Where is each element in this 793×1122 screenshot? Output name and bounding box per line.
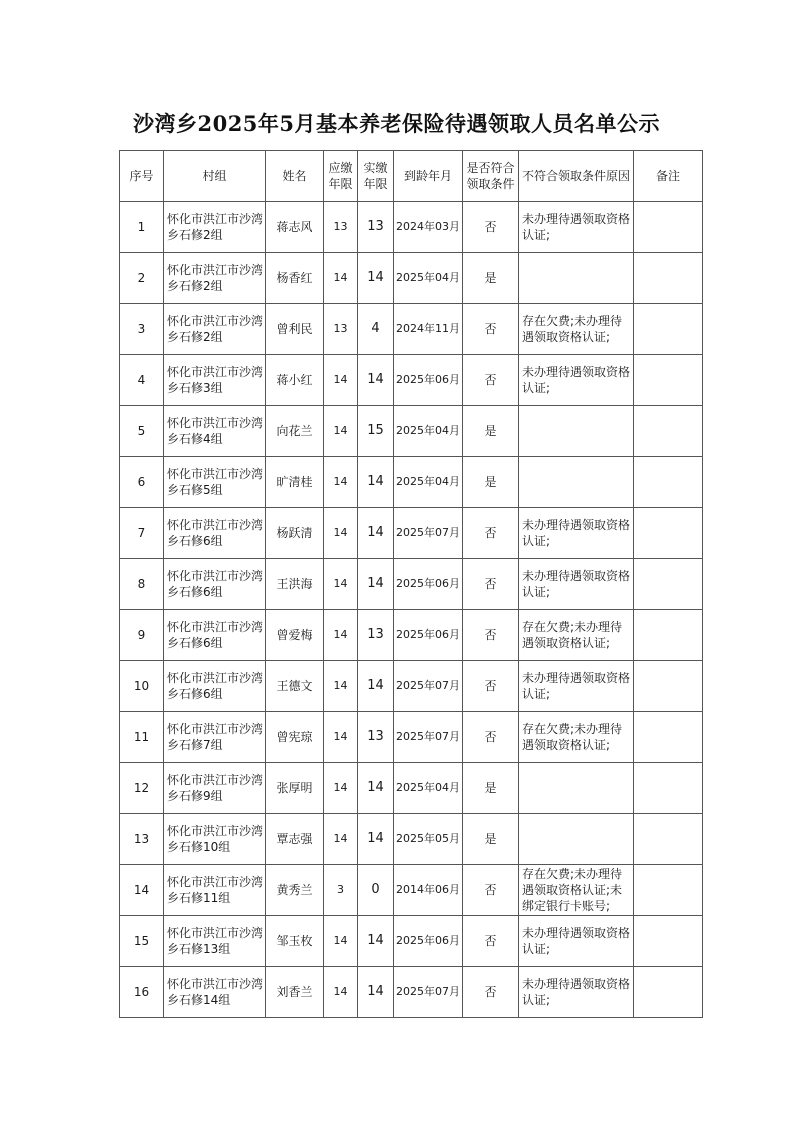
cell-reason <box>519 457 634 508</box>
cell-note <box>634 610 703 661</box>
cell-village: 怀化市洪江市沙湾乡石修7组 <box>164 712 266 763</box>
cell-age-month: 2024年11月 <box>394 304 463 355</box>
cell-due-years: 14 <box>324 406 358 457</box>
cell-village: 怀化市洪江市沙湾乡石修2组 <box>164 304 266 355</box>
cell-age-month: 2025年04月 <box>394 406 463 457</box>
cell-reason: 存在欠费;未办理待遇领取资格认证;未绑定银行卡账号; <box>519 865 634 916</box>
cell-actual-years: 13 <box>358 610 394 661</box>
cell-reason <box>519 406 634 457</box>
table-row <box>120 916 703 967</box>
cell-due-years: 14 <box>324 712 358 763</box>
cell-eligible: 否 <box>463 202 519 253</box>
cell-eligible: 否 <box>463 661 519 712</box>
cell-seq: 4 <box>120 355 164 406</box>
cell-village: 怀化市洪江市沙湾乡石修6组 <box>164 610 266 661</box>
cell-actual-years: 14 <box>358 253 394 304</box>
cell-due-years: 3 <box>324 865 358 916</box>
cell-village: 怀化市洪江市沙湾乡石修4组 <box>164 406 266 457</box>
cell-actual-years: 14 <box>358 661 394 712</box>
table-row <box>120 712 703 763</box>
header-note: 备注 <box>634 151 703 202</box>
cell-eligible: 是 <box>463 814 519 865</box>
header-name: 姓名 <box>266 151 324 202</box>
cell-seq: 11 <box>120 712 164 763</box>
cell-name: 王洪海 <box>266 559 324 610</box>
cell-note <box>634 661 703 712</box>
page-title: 沙湾乡2025年5月基本养老保险待遇领取人员名单公示 <box>132 111 661 136</box>
cell-name: 旷清桂 <box>266 457 324 508</box>
table-row <box>120 967 703 1018</box>
header-due-years: 应缴 年限 <box>324 151 358 202</box>
cell-eligible: 否 <box>463 712 519 763</box>
cell-actual-years: 14 <box>358 967 394 1018</box>
table-header-row <box>120 151 703 202</box>
table-row <box>120 865 703 916</box>
cell-name: 张厚明 <box>266 763 324 814</box>
cell-eligible: 是 <box>463 406 519 457</box>
cell-eligible: 是 <box>463 253 519 304</box>
cell-eligible: 是 <box>463 763 519 814</box>
cell-age-month: 2024年03月 <box>394 202 463 253</box>
pension-list-table <box>119 150 703 1018</box>
cell-seq: 12 <box>120 763 164 814</box>
cell-reason: 存在欠费;未办理待遇领取资格认证; <box>519 610 634 661</box>
cell-village: 怀化市洪江市沙湾乡石修13组 <box>164 916 266 967</box>
cell-eligible: 是 <box>463 457 519 508</box>
cell-note <box>634 967 703 1018</box>
cell-actual-years: 0 <box>358 865 394 916</box>
cell-note <box>634 355 703 406</box>
cell-name: 黄秀兰 <box>266 865 324 916</box>
cell-age-month: 2025年06月 <box>394 355 463 406</box>
cell-age-month: 2025年06月 <box>394 559 463 610</box>
cell-name: 蒋小红 <box>266 355 324 406</box>
cell-eligible: 否 <box>463 610 519 661</box>
cell-seq: 7 <box>120 508 164 559</box>
cell-seq: 5 <box>120 406 164 457</box>
cell-age-month: 2025年06月 <box>394 610 463 661</box>
table-row <box>120 559 703 610</box>
cell-eligible: 否 <box>463 865 519 916</box>
header-eligible: 是否符合 领取条件 <box>463 151 519 202</box>
cell-eligible: 否 <box>463 916 519 967</box>
cell-actual-years: 14 <box>358 355 394 406</box>
cell-eligible: 否 <box>463 967 519 1018</box>
cell-village: 怀化市洪江市沙湾乡石修2组 <box>164 202 266 253</box>
cell-actual-years: 14 <box>358 916 394 967</box>
cell-name: 王德文 <box>266 661 324 712</box>
cell-village: 怀化市洪江市沙湾乡石修11组 <box>164 865 266 916</box>
cell-name: 曾利民 <box>266 304 324 355</box>
cell-reason <box>519 814 634 865</box>
cell-age-month: 2025年07月 <box>394 508 463 559</box>
cell-note <box>634 814 703 865</box>
cell-age-month: 2025年04月 <box>394 763 463 814</box>
cell-note <box>634 202 703 253</box>
table-row <box>120 253 703 304</box>
cell-age-month: 2025年06月 <box>394 916 463 967</box>
table-row <box>120 814 703 865</box>
header-actual-years: 实缴 年限 <box>358 151 394 202</box>
cell-due-years: 14 <box>324 814 358 865</box>
cell-due-years: 14 <box>324 253 358 304</box>
table-row <box>120 661 703 712</box>
cell-seq: 15 <box>120 916 164 967</box>
cell-age-month: 2025年05月 <box>394 814 463 865</box>
cell-actual-years: 14 <box>358 457 394 508</box>
cell-village: 怀化市洪江市沙湾乡石修6组 <box>164 559 266 610</box>
cell-reason: 未办理待遇领取资格认证; <box>519 661 634 712</box>
cell-note <box>634 559 703 610</box>
cell-village: 怀化市洪江市沙湾乡石修5组 <box>164 457 266 508</box>
cell-note <box>634 763 703 814</box>
cell-seq: 13 <box>120 814 164 865</box>
cell-due-years: 14 <box>324 610 358 661</box>
header-seq: 序号 <box>120 151 164 202</box>
cell-name: 杨香红 <box>266 253 324 304</box>
cell-due-years: 14 <box>324 559 358 610</box>
cell-actual-years: 14 <box>358 763 394 814</box>
cell-seq: 10 <box>120 661 164 712</box>
cell-note <box>634 304 703 355</box>
cell-note <box>634 457 703 508</box>
cell-actual-years: 13 <box>358 202 394 253</box>
cell-reason: 存在欠费;未办理待遇领取资格认证; <box>519 712 634 763</box>
cell-due-years: 14 <box>324 916 358 967</box>
table-row <box>120 457 703 508</box>
cell-seq: 1 <box>120 202 164 253</box>
cell-seq: 16 <box>120 967 164 1018</box>
cell-village: 怀化市洪江市沙湾乡石修6组 <box>164 661 266 712</box>
cell-name: 曾爱梅 <box>266 610 324 661</box>
cell-note <box>634 406 703 457</box>
cell-age-month: 2025年07月 <box>394 967 463 1018</box>
table-row <box>120 355 703 406</box>
cell-village: 怀化市洪江市沙湾乡石修9组 <box>164 763 266 814</box>
cell-name: 杨跃清 <box>266 508 324 559</box>
cell-note <box>634 508 703 559</box>
cell-reason: 未办理待遇领取资格认证; <box>519 202 634 253</box>
table-row <box>120 406 703 457</box>
cell-note <box>634 712 703 763</box>
table-row <box>120 508 703 559</box>
table-row <box>120 304 703 355</box>
cell-name: 邹玉枚 <box>266 916 324 967</box>
cell-village: 怀化市洪江市沙湾乡石修6组 <box>164 508 266 559</box>
cell-seq: 9 <box>120 610 164 661</box>
cell-name: 蒋志风 <box>266 202 324 253</box>
cell-reason: 存在欠费;未办理待遇领取资格认证; <box>519 304 634 355</box>
cell-age-month: 2025年07月 <box>394 712 463 763</box>
cell-reason: 未办理待遇领取资格认证; <box>519 916 634 967</box>
cell-actual-years: 13 <box>358 712 394 763</box>
cell-reason <box>519 763 634 814</box>
cell-due-years: 14 <box>324 967 358 1018</box>
cell-village: 怀化市洪江市沙湾乡石修14组 <box>164 967 266 1018</box>
cell-note <box>634 916 703 967</box>
cell-village: 怀化市洪江市沙湾乡石修3组 <box>164 355 266 406</box>
cell-seq: 14 <box>120 865 164 916</box>
cell-reason: 未办理待遇领取资格认证; <box>519 967 634 1018</box>
cell-actual-years: 15 <box>358 406 394 457</box>
cell-seq: 2 <box>120 253 164 304</box>
cell-age-month: 2025年04月 <box>394 253 463 304</box>
cell-actual-years: 14 <box>358 814 394 865</box>
cell-eligible: 否 <box>463 355 519 406</box>
table-row <box>120 202 703 253</box>
cell-actual-years: 14 <box>358 559 394 610</box>
cell-eligible: 否 <box>463 559 519 610</box>
cell-due-years: 14 <box>324 763 358 814</box>
cell-actual-years: 4 <box>358 304 394 355</box>
cell-reason: 未办理待遇领取资格认证; <box>519 508 634 559</box>
cell-name: 曾宪琼 <box>266 712 324 763</box>
cell-reason: 未办理待遇领取资格认证; <box>519 355 634 406</box>
cell-due-years: 14 <box>324 508 358 559</box>
cell-due-years: 13 <box>324 304 358 355</box>
cell-eligible: 否 <box>463 304 519 355</box>
cell-reason: 未办理待遇领取资格认证; <box>519 559 634 610</box>
cell-name: 向花兰 <box>266 406 324 457</box>
cell-actual-years: 14 <box>358 508 394 559</box>
cell-due-years: 13 <box>324 202 358 253</box>
table-row <box>120 610 703 661</box>
cell-age-month: 2025年07月 <box>394 661 463 712</box>
header-reason: 不符合领取条件原因 <box>519 151 634 202</box>
cell-due-years: 14 <box>324 457 358 508</box>
cell-age-month: 2014年06月 <box>394 865 463 916</box>
cell-note <box>634 865 703 916</box>
cell-seq: 8 <box>120 559 164 610</box>
cell-eligible: 否 <box>463 508 519 559</box>
cell-due-years: 14 <box>324 355 358 406</box>
cell-age-month: 2025年04月 <box>394 457 463 508</box>
header-village: 村组 <box>164 151 266 202</box>
table-row <box>120 763 703 814</box>
cell-name: 刘香兰 <box>266 967 324 1018</box>
cell-reason <box>519 253 634 304</box>
cell-name: 覃志强 <box>266 814 324 865</box>
cell-due-years: 14 <box>324 661 358 712</box>
cell-village: 怀化市洪江市沙湾乡石修2组 <box>164 253 266 304</box>
cell-seq: 6 <box>120 457 164 508</box>
cell-note <box>634 253 703 304</box>
cell-seq: 3 <box>120 304 164 355</box>
header-age-month: 到龄年月 <box>394 151 463 202</box>
cell-village: 怀化市洪江市沙湾乡石修10组 <box>164 814 266 865</box>
